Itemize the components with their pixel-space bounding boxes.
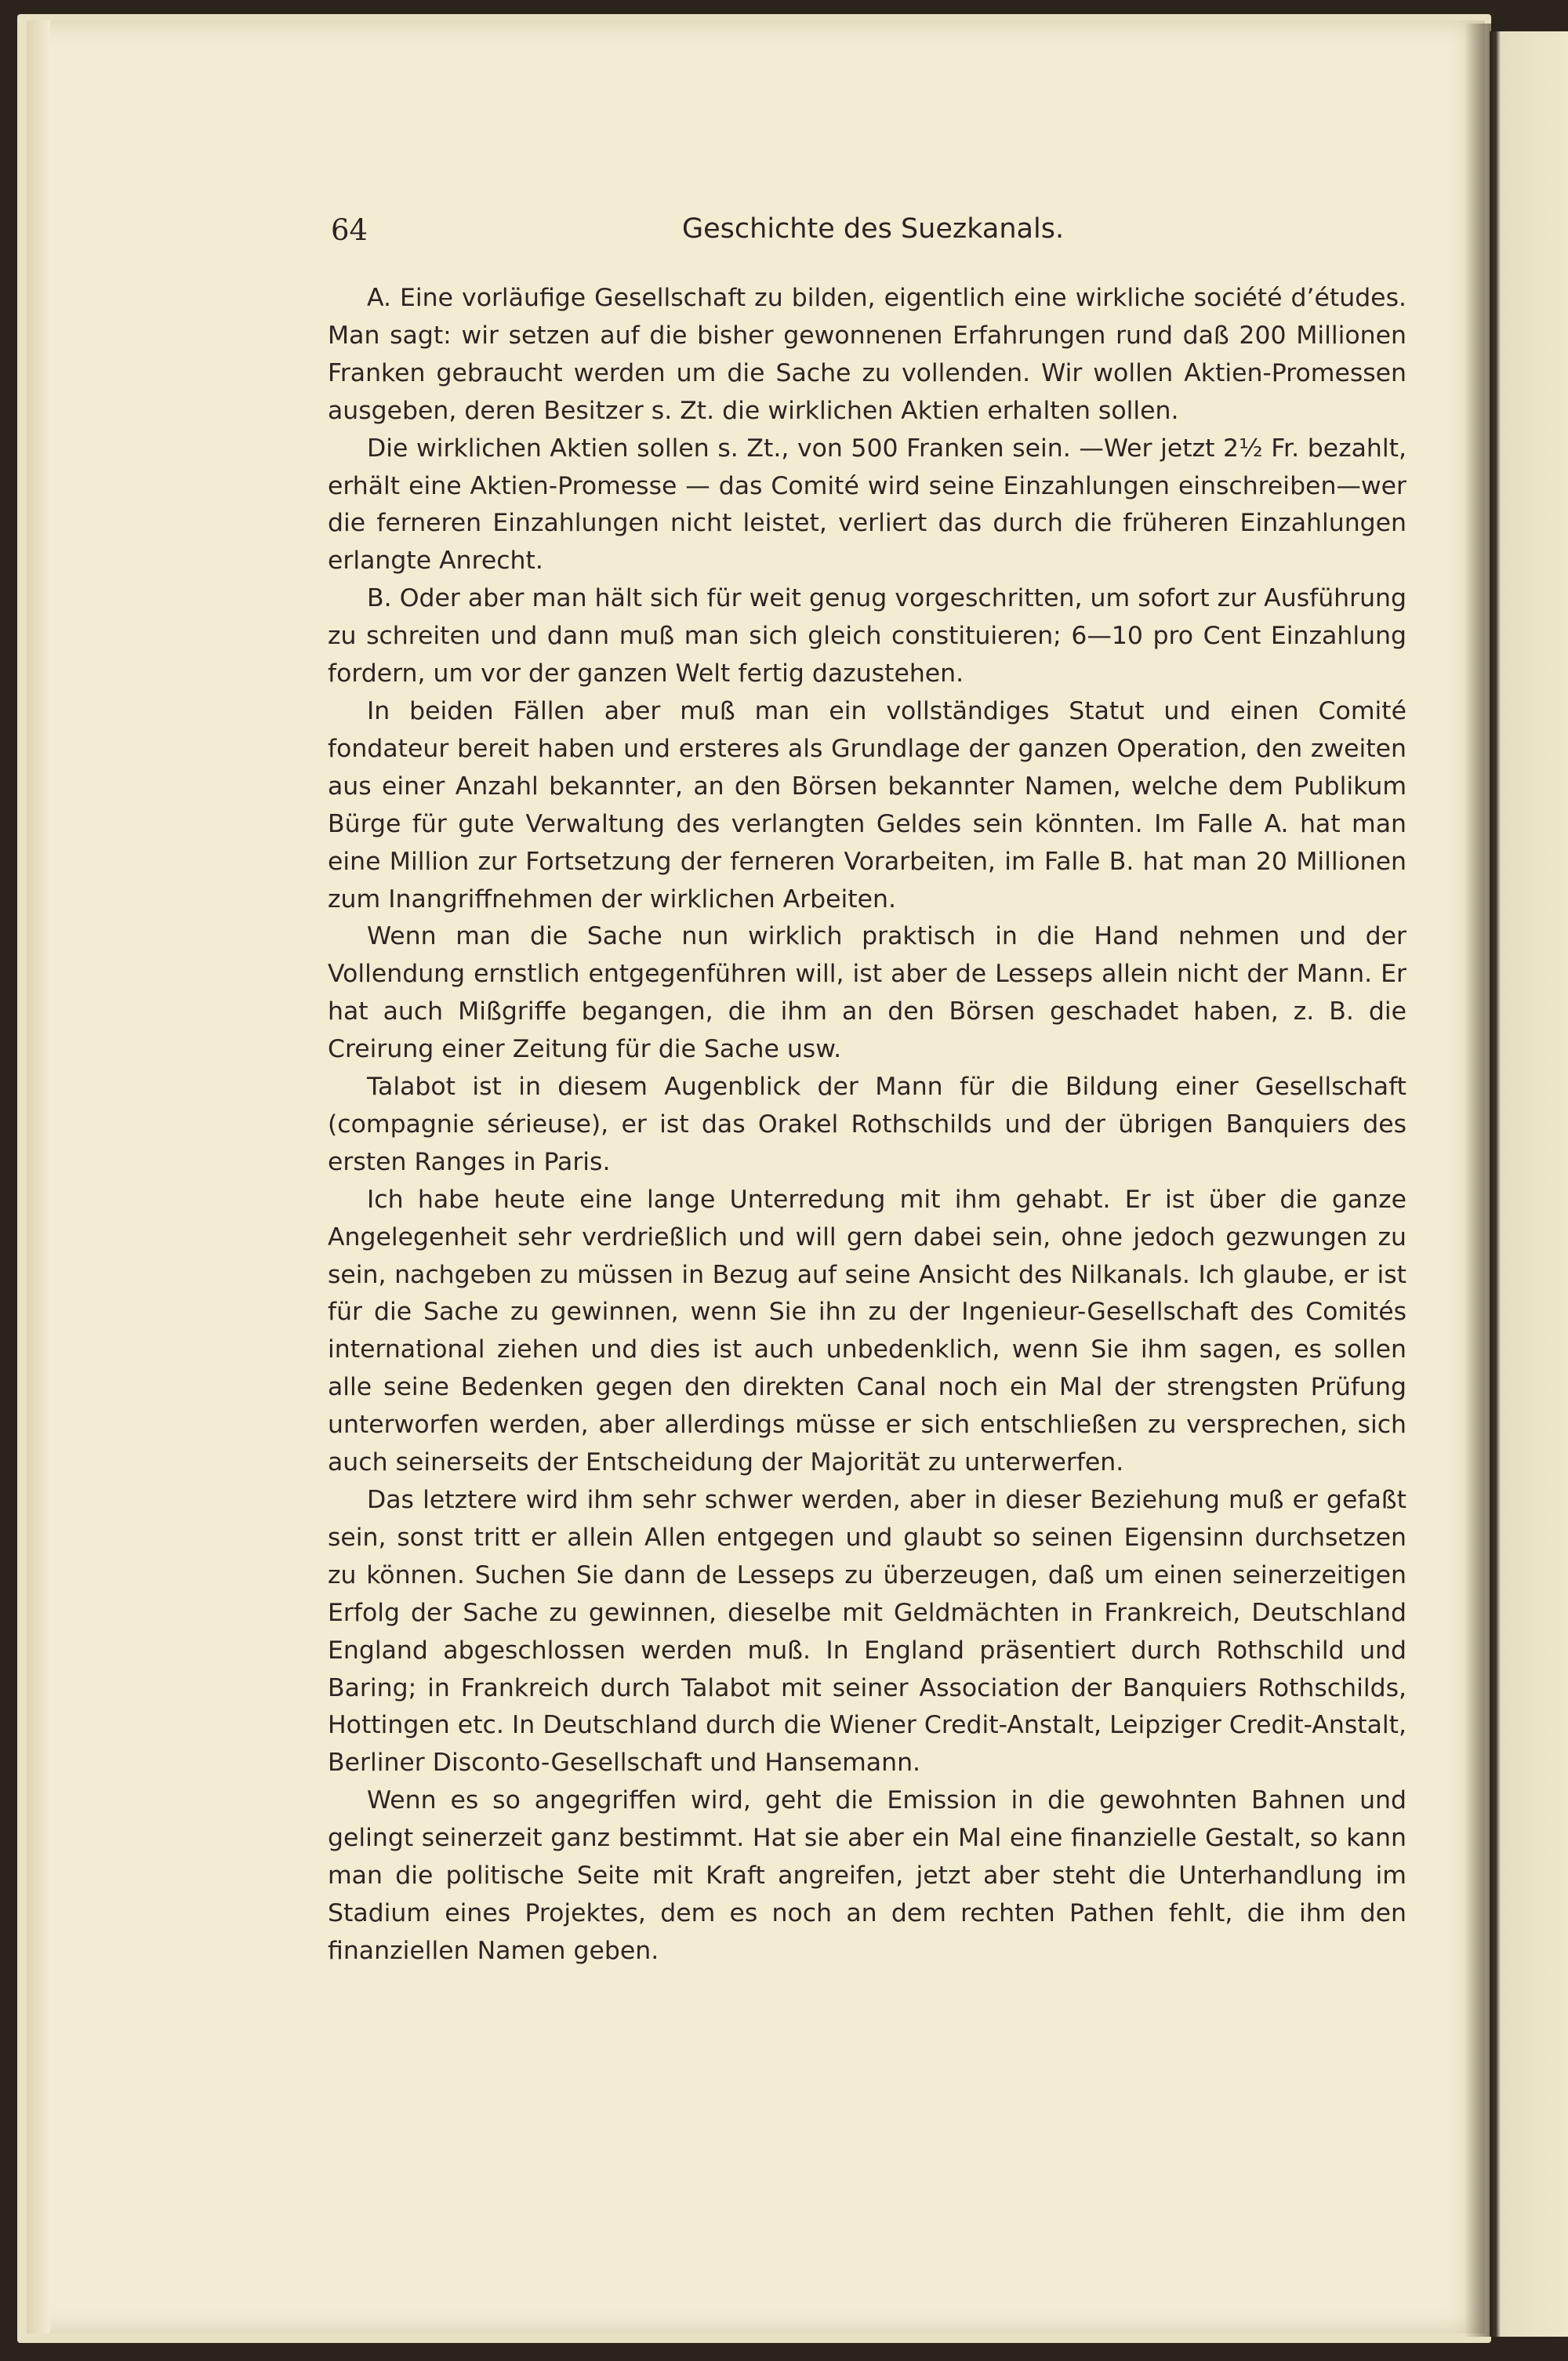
spine-shadow xyxy=(1465,24,1493,2337)
paragraph: B. Oder aber man hält sich für weit genug vorgeschritten, um sofort zur Ausführung zu schreiten und dann muß man sich gleich constituieren; 6—10 pro Cent Einzahlung fordern, um vor der ganzen Welt fertig dazustehen. xyxy=(328,584,1406,688)
running-title: Geschichte des Suezkanals. xyxy=(682,213,1065,245)
paragraph: Die wirklichen Aktien sollen s. Zt., von 500 Franken sein. —Wer jetzt 2½ Fr. bezahlt, erhält eine Aktien-Promesse — das Comité wird seine Einzahlungen einschreiben—wer die ferneren Einzahlungen nicht leistet, verliert das durch die früheren Einzahlungen erlangte Anrecht. xyxy=(328,434,1406,576)
page-number: 64 xyxy=(331,213,368,247)
paragraph: A. Eine vorläufige Gesellschaft zu bilden, eigentlich eine wirkliche société d’études. Man sagt: wir setzen auf die bisher gewonnenen Erfahrungen rund daß 200 Millionen Franken gebraucht werden um die Sache zu vollenden. Wir wollen Aktien-Promessen ausgeben, deren Besitzer s. Zt. die wirklichen Aktien erhalten sollen. xyxy=(328,284,1406,425)
paragraph: In beiden Fällen aber muß man ein vollständiges Statut und einen Comité fondateur bereit haben und ersteres als Grundlage der ganzen Operation, den zweiten aus einer Anzahl bekannter, an den Börsen bekannter Namen, welche dem Publikum Bürge für gute Verwaltung des verlangten Geldes sein könnten. Im Falle A. hat man eine Million zur Fortsetzung der ferneren Vorarbeiten, im Falle B. hat man 20 Millionen zum Inangriffnehmen der wirklichen Arbeiten. xyxy=(328,696,1406,914)
page-header xyxy=(331,213,1413,252)
paragraph: Ich habe heute eine lange Unterredung mit ihm gehabt. Er ist über die ganze Angelegenheit sehr verdrießlich und will gern dabei sein, ohne jedoch gezwungen zu sein, nachgeben zu müssen in Bezug auf seine Ansicht des Nilkanals. Ich glaube, er ist für die Sache zu gewinnen, wenn Sie ihn zu der Ingenieur-Gesellschaft des Comités international ziehen und dies ist auch unbedenklich, wenn Sie ihm sagen, es sollen alle seine Bedenken gegen den direkten Canal noch ein Mal der strengsten Prüfung unterworfen werden, aber allerdings müsse er sich entschließen zu versprechen, sich auch seinerseits der Entscheidung der Majorität zu unterwerfen. xyxy=(328,1185,1406,1477)
paragraph: Wenn es so angegriffen wird, geht die Emission in die gewohnten Bahnen und gelingt seinerzeit ganz bestimmt. Hat sie aber ein Mal eine finanzielle Gestalt, so kann man die politische Seite mit Kraft angreifen, jetzt aber steht die Unterhandlung im Stadium eines Projektes, dem es noch an dem rechten Pathen fehlt, die ihm den finanziellen Namen geben. xyxy=(328,1786,1406,1965)
paragraph: Wenn man die Sache nun wirklich praktisch in die Hand nehmen und der Vollendung ernstlich entgegenführen will, ist aber de Lesseps allein nicht der Mann. Er hat auch Mißgriffe begangen, die ihm an den Börsen geschadet haben, z. B. die Creirung einer Zeitung für die Sache usw. xyxy=(328,922,1406,1064)
paragraph: Das letztere wird ihm sehr schwer werden, aber in dieser Beziehung muß er gefaßt sein, sonst tritt er allein Allen entgegen und glaubt so seinen Eigensinn durchsetzen zu können. Suchen Sie dann de Lesseps zu überzeugen, daß um einen seinerzeitigen Erfolg der Sache zu gewinnen, dieselbe mit Geldmächten in Frankreich, Deutschland England abgeschlossen werden muß. In England präsentiert durch Rothschild und Baring; in Frankreich durch Talabot mit seiner Association der Banquiers Rothschilds, Hottingen etc. In Deutschland durch die Wiener Credit-Anstalt, Leipziger Credit-Anstalt, Berliner Disconto-Gesellschaft und Hansemann. xyxy=(328,1486,1406,1778)
facing-page-edge xyxy=(1490,31,1568,2337)
paragraph: Talabot ist in diesem Augenblick der Mann für die Bildung einer Gesellschaft (compagnie sérieuse), er ist das Orakel Rothschilds und der übrigen Banquiers des ersten Ranges in Paris. xyxy=(328,1073,1406,1176)
body-text xyxy=(328,280,1406,1971)
